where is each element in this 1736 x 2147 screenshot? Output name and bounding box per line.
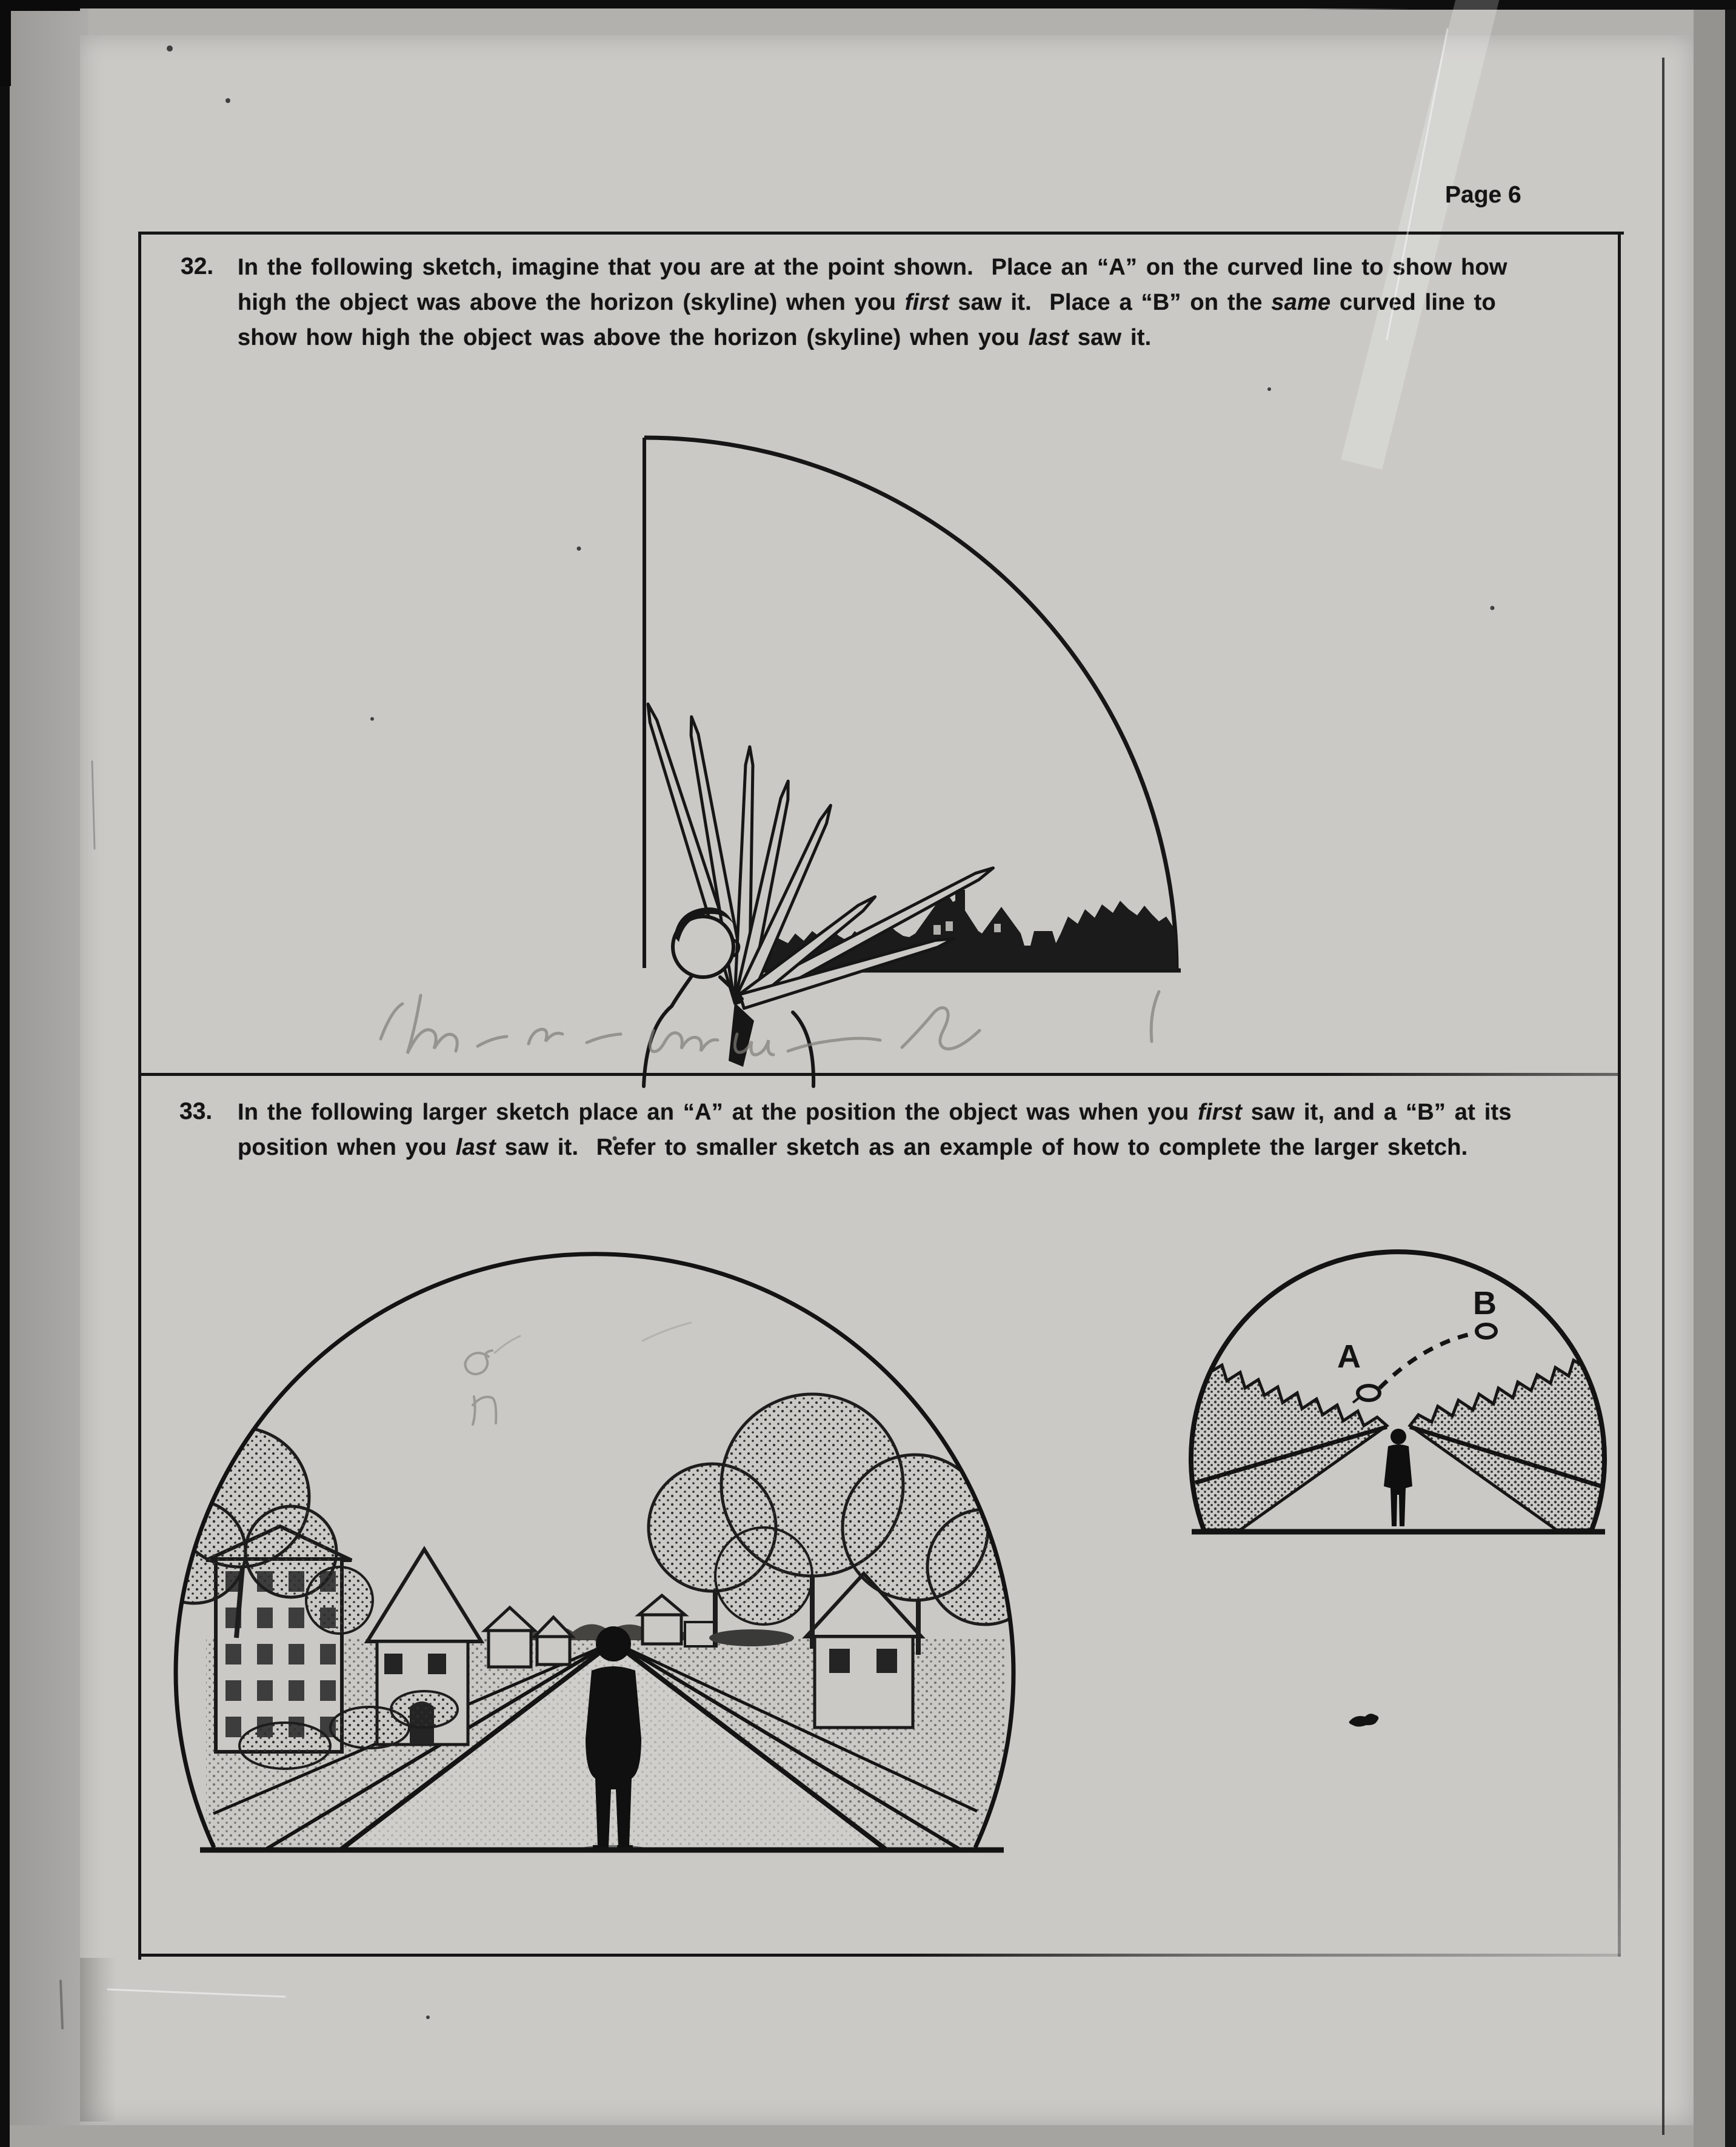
large-street-sketch	[145, 1218, 1037, 1897]
handwritten-annotation	[381, 992, 1159, 1055]
left-tree-mass	[1182, 1358, 1387, 1530]
question-32-line-1: In the following sketch, imagine that you are at the point shown. Place an “A” on the curved line to show how	[238, 255, 1507, 280]
ink-splotch	[1349, 1714, 1379, 1726]
question-32-line-2: high the object was above the horizon (skyline) when you first saw it. Place a “B” on the same curved line to	[238, 290, 1496, 315]
object-position-b	[1477, 1324, 1496, 1338]
small-man-silhouette	[1384, 1429, 1412, 1526]
question-33-line-1: In the following larger sketch place an “A” at the position the object was when you first saw it, and a “B” at its	[238, 1100, 1512, 1125]
question-32-number: 32.	[181, 253, 214, 279]
object-position-a	[1358, 1386, 1380, 1400]
dashed-trajectory	[1380, 1332, 1479, 1388]
example-sketch	[1176, 1224, 1618, 1576]
question-33-number: 33.	[179, 1098, 213, 1124]
object-path-markers	[1337, 1285, 1497, 1403]
question-32-line-3: show how high the object was above the horizon (skyline) when you last saw it.	[238, 325, 1152, 350]
label-b: B	[1473, 1285, 1497, 1321]
label-a: A	[1337, 1338, 1361, 1375]
question-33-line-2: position when you last saw it. Refer to smaller sketch as an example of how to complete the larger sketch.	[238, 1135, 1468, 1160]
right-tree-mass	[1410, 1353, 1614, 1530]
page-number-label: Page 6	[1445, 182, 1521, 208]
